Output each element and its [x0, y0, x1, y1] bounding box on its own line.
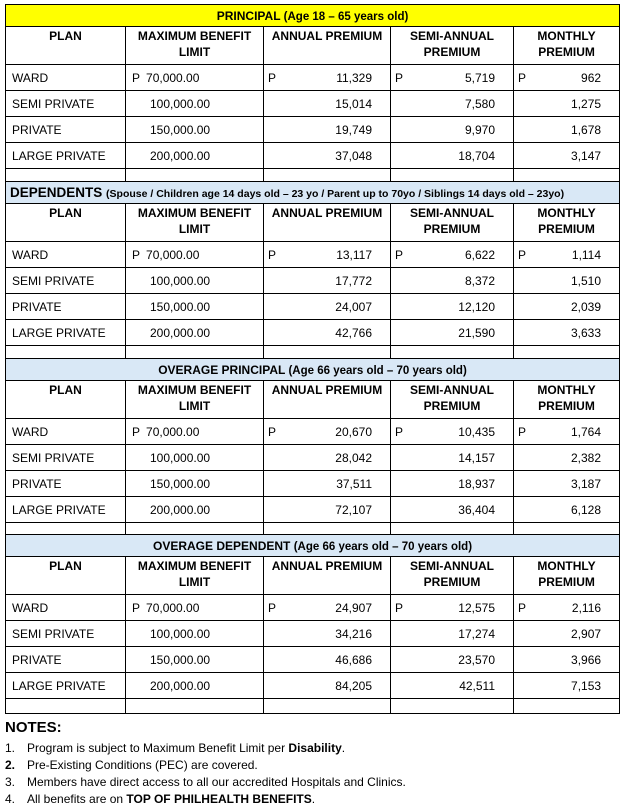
plan-cell: WARD [6, 65, 126, 91]
table-row: PRIVATE 150,000.00 24,007 12,120 2,039 [6, 294, 620, 320]
col-header-annual: ANNUAL PREMIUM [264, 381, 391, 419]
section-title [6, 359, 620, 381]
col-header-annual: ANNUAL PREMIUM [264, 204, 391, 242]
section-subtitle: (Age 18 – 65 years old) [283, 10, 409, 23]
col-header-monthly: MONTHLY PREMIUM [514, 381, 620, 419]
notes-section [5, 719, 619, 808]
overage-dependent-table [5, 534, 620, 714]
table-row: WARD P 70,000.00 P 24,907 P 12,575 P 2,116 [6, 595, 620, 621]
col-header-annual: ANNUAL PREMIUM [264, 557, 391, 595]
col-header-mbl: MAXIMUM BENEFIT LIMIT [126, 557, 264, 595]
col-header-monthly: MONTHLY PREMIUM [514, 204, 620, 242]
table-row: SEMI PRIVATE 100,000.00 34,216 17,274 2,907 [6, 621, 620, 647]
section-title-text: OVERAGE DEPENDENT [153, 538, 291, 553]
col-header-plan: PLAN [6, 27, 126, 65]
table-row: LARGE PRIVATE 200,000.00 42,766 21,590 3,633 [6, 320, 620, 346]
table-row: PRIVATE 150,000.00 37,511 18,937 3,187 [6, 471, 620, 497]
table-row: SEMI PRIVATE 100,000.00 17,772 8,372 1,510 [6, 268, 620, 294]
col-header-semi: SEMI-ANNUAL PREMIUM [391, 381, 514, 419]
col-header-semi: SEMI-ANNUAL PREMIUM [391, 204, 514, 242]
col-header-monthly: MONTHLY PREMIUM [514, 27, 620, 65]
col-header-monthly: MONTHLY PREMIUM [514, 557, 620, 595]
section-title [6, 182, 620, 204]
table-row: LARGE PRIVATE 200,000.00 37,048 18,704 3,147 [6, 143, 620, 169]
table-row: LARGE PRIVATE 200,000.00 84,205 42,511 7,153 [6, 673, 620, 699]
section-title-text: DEPENDENTS [10, 185, 103, 200]
table-row: WARD P 70,000.00 P 13,117 P 6,622 P 1,114 [6, 242, 620, 268]
section-subtitle: (Age 66 years old – 70 years old) [288, 364, 467, 377]
table-row: LARGE PRIVATE 200,000.00 72,107 36,404 6,128 [6, 497, 620, 523]
overage-principal-table [5, 358, 620, 538]
table-row: PRIVATE 150,000.00 46,686 23,570 3,966 [6, 647, 620, 673]
col-header-plan: PLAN [6, 557, 126, 595]
col-header-semi: SEMI-ANNUAL PREMIUM [391, 557, 514, 595]
section-title-text: OVERAGE PRINCIPAL [158, 362, 286, 377]
note-item: 4. All benefits are on TOP OF PHILHEALTH BENEFITS. [5, 792, 316, 806]
section-title [6, 5, 620, 27]
col-header-plan: PLAN [6, 204, 126, 242]
note-item: 3. Members have direct access to all our accredited Hospitals and Clinics. [5, 775, 406, 789]
table-row: SEMI PRIVATE 100,000.00 15,014 7,580 1,275 [6, 91, 620, 117]
col-header-mbl: MAXIMUM BENEFIT LIMIT [126, 381, 264, 419]
table-row: PRIVATE 150,000.00 19,749 9,970 1,678 [6, 117, 620, 143]
semi-cell: 5,719 [464, 70, 495, 85]
col-header-mbl: MAXIMUM BENEFIT LIMIT [126, 27, 264, 65]
mbl-cell: 70,000.00 [146, 70, 200, 85]
note-item: 1. Program is subject to Maximum Benefit Limit per Disability. [5, 741, 346, 755]
principal-table [5, 4, 620, 184]
annual-cell: 11,329 [336, 70, 372, 85]
table-row: WARD P 70,000.00 P 20,670 P 10,435 P 1,764 [6, 419, 620, 445]
section-subtitle: (Age 66 years old – 70 years old) [293, 540, 473, 553]
monthly-cell: 962 [581, 70, 602, 85]
section-subtitle: (Spouse / Children age 14 days old – 23 yo / Parent up to 70yo / Siblings 14 days old – 23yo) [106, 188, 565, 200]
col-header-mbl: MAXIMUM BENEFIT LIMIT [126, 204, 264, 242]
col-header-annual: ANNUAL PREMIUM [264, 27, 391, 65]
dependents-table [5, 181, 620, 361]
table-row: SEMI PRIVATE 100,000.00 28,042 14,157 2,382 [6, 445, 620, 471]
section-title-text: PRINCIPAL [216, 8, 281, 23]
col-header-semi: SEMI-ANNUAL PREMIUM [391, 27, 514, 65]
notes-title: NOTES: [5, 719, 62, 736]
section-title [6, 535, 620, 557]
table-row: WARD P 70,000.00 P 11,329 P 5,719 P 962 [6, 65, 620, 91]
note-item: 2. Pre-Existing Conditions (PEC) are covered. [5, 758, 258, 772]
col-header-plan: PLAN [6, 381, 126, 419]
